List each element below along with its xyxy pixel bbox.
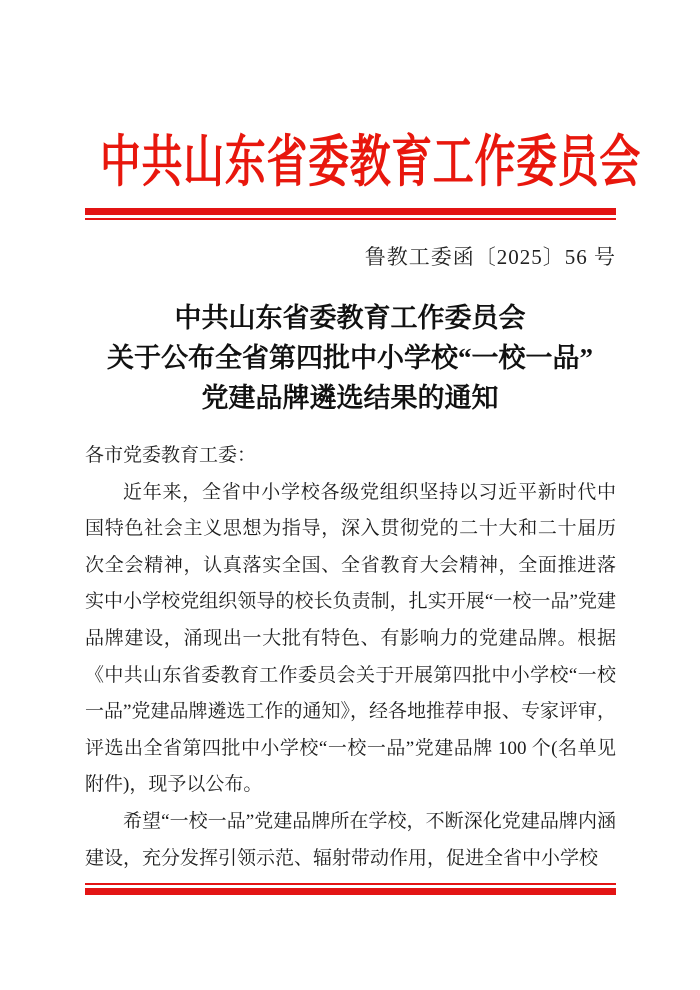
agency-letterhead	[0, 127, 700, 199]
agency-name: 中共山东省委教育工作委员会	[100, 132, 641, 194]
document-title	[35, 298, 665, 418]
letterhead-rule-thick	[85, 208, 616, 215]
document-title-line-3: 党建品牌遴选结果的通知	[201, 383, 499, 413]
letterhead-rule-thin	[85, 218, 616, 220]
document-title-line-1: 中共山东省委教育工作委员会	[174, 303, 526, 333]
body-paragraph-2: 希望“一校一品”党建品牌所在学校，不断深化党建品牌内涵建设，充分发挥引领示范、辐射带动作用，促进全省中小学校	[85, 810, 616, 869]
footer-rule-thick	[85, 888, 616, 895]
salutation: 各市党委教育工委：	[85, 445, 257, 466]
document-body	[85, 438, 616, 877]
document-title-line-2: 关于公布全省第四批中小学校“一校一品”	[107, 343, 593, 373]
doc-number: 鲁教工委函〔2025〕56 号	[364, 245, 616, 269]
footer-rule-thin	[85, 883, 616, 885]
body-paragraph-1: 近年来，全省中小学校各级党组织坚持以习近平新时代中国特色社会主义思想为指导，深入贯彻党的二十大和二十届历次全会精神，认真落实全国、全省教育大会精神，全面推进落实中小学校党组织领导的校长负责制，扎实开展“一校一品”党建品牌建设，涌现出一大批有特色、有影响力的党建品牌。根据《中共山东省委教育工作委员会关于开展第四批中小学校“一校一品”党建品牌遴选工作的通知》，经各地推荐申报、专家评审，评选出全省第四批中小学校“一校一品”党建品牌 100 个(名单见附件)，现予以公布。	[85, 481, 616, 796]
